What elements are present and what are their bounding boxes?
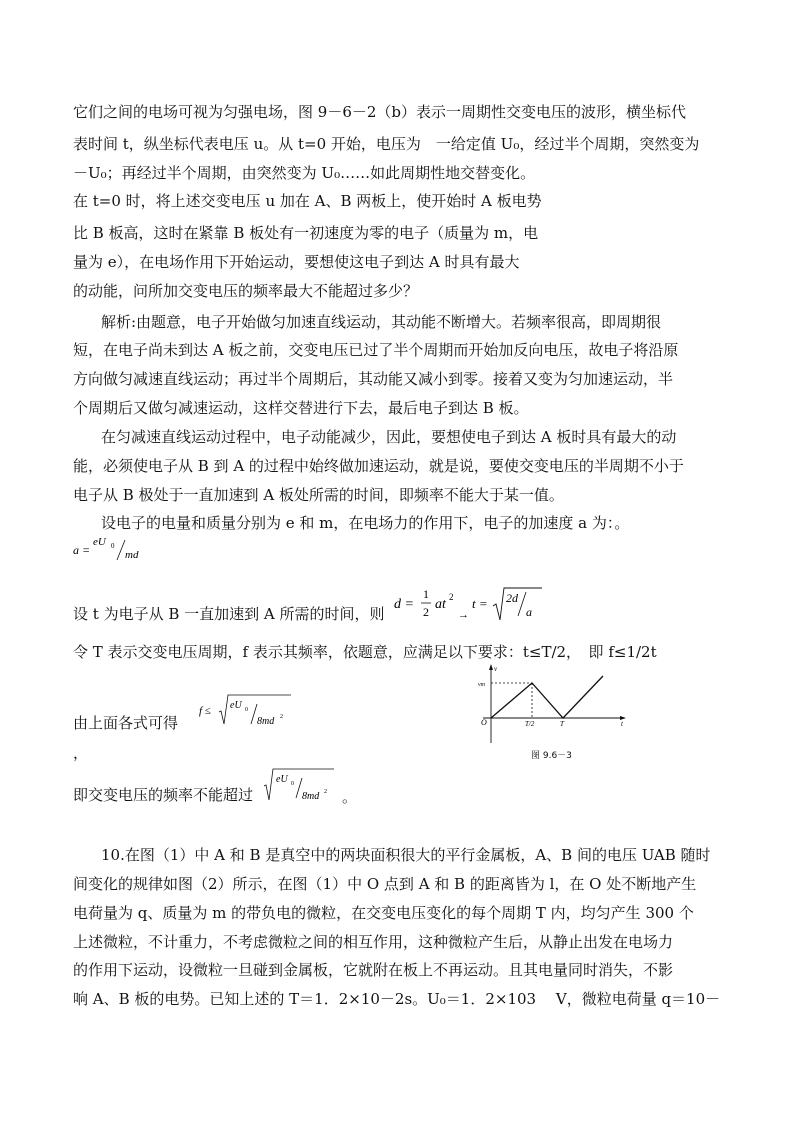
text-line: 能，必须使电子从 B 到 A 的过程中始终做加速运动，就是说，要使交变电压的半周期不小于 bbox=[73, 457, 684, 475]
text-line: 在 t=0 时，将上述交变电压 u 加在 A、B 两板上，使开始时 A 板电势 bbox=[73, 192, 542, 210]
formula-subscript: 0 bbox=[111, 542, 115, 550]
formula-superscript: 2 bbox=[324, 789, 327, 795]
formula-subscript: 0 bbox=[245, 707, 248, 713]
formula-denominator: md bbox=[125, 549, 139, 561]
text-line: ， bbox=[73, 744, 89, 762]
text-line: 量为 e），在电场作用下开始运动，要想使这电子到达 A 时具有最大 bbox=[73, 253, 520, 271]
text-line: 设电子的电量和质量分别为 e 和 m，在电场力的作用下，电子的加速度 a 为：。 bbox=[101, 514, 630, 532]
text-line: 10.在图（1）中 A 和 B 是真空中的两块面积很大的平行金属板，A、B 间的电压 UAB 随时 bbox=[101, 846, 711, 864]
arrow-icon: → bbox=[458, 609, 469, 621]
text-line: 表时间 t，纵坐标代表电压 u。从 t=0 开始，电压为 一给定值 U₀，经过半个周期，突然变为 bbox=[73, 135, 700, 153]
formula-denominator-t: a bbox=[526, 605, 532, 619]
time-formula bbox=[392, 580, 542, 628]
text-line: 间变化的规律如图（2）所示，在图（1）中 O 点到 A 和 B 的距离皆为 l，在 O 处不断地产生 bbox=[73, 875, 697, 893]
text-line: 设 t 为电子从 B 一直加速到 A 所需的时间，则 bbox=[73, 605, 385, 623]
formula-lhs-t: t = bbox=[472, 596, 488, 611]
frequency-limit-formula bbox=[262, 764, 342, 806]
text-line: 由上面各式可得 bbox=[73, 714, 179, 732]
formula-denominator: 8md bbox=[302, 791, 320, 802]
y-axis-label: v bbox=[494, 665, 498, 673]
text-line: 解析:由题意，电子开始做匀加速直线运动，其动能不断增大。若频率很高，即周期很 bbox=[101, 313, 662, 331]
figure-caption: 图 9.6－3 bbox=[531, 751, 572, 761]
formula-numerator: eU bbox=[93, 536, 106, 548]
text-line: 方向做匀减速直线运动；再过半个周期后，其动能又减小到零。接着又变为匀加速运动，半 bbox=[73, 370, 674, 388]
formula-numerator: 1 bbox=[423, 587, 429, 601]
formula-lhs: a = bbox=[73, 543, 91, 557]
text-line: 。 bbox=[342, 788, 358, 806]
frequency-formula bbox=[197, 690, 297, 732]
text-line: 比 B 板高，这时在紧靠 B 板处有一初速度为零的电子（质量为 m，电 bbox=[73, 224, 539, 242]
formula-denominator: 2 bbox=[423, 605, 429, 619]
text-line: 响 A、B 板的电势。已知上述的 T＝1．2×10－2s。U₀＝1．2×103 V，微粒电荷量 q＝10－ bbox=[73, 990, 721, 1008]
formula-rhs: at bbox=[435, 597, 446, 612]
formula-numerator: eU bbox=[230, 700, 242, 711]
formula-lhs: d = bbox=[394, 597, 414, 612]
acceleration-formula bbox=[73, 534, 163, 566]
text-line: 上述微粒，不计重力，不考虑微粒之间的相互作用，这种微粒产生后，从静止出发在电场力 bbox=[73, 933, 674, 951]
text-line: 电荷量为 q、质量为 m 的带负电的微粒，在交变电压变化的每个周期 T 内，均匀产生 300 个 bbox=[73, 904, 694, 922]
text-line: 即交变电压的频率不能超过 bbox=[73, 786, 254, 804]
velocity-time-graph bbox=[475, 661, 635, 761]
x-axis-label: t bbox=[621, 720, 623, 728]
formula-subscript: 0 bbox=[291, 781, 294, 787]
text-line: 令 T 表示交变电压周期，f 表示其频率，依题意，应满足以下要求：t≤T/2， 即 f≤1/2t bbox=[73, 643, 657, 661]
text-line: 在匀减速直线运动过程中，电子动能减少，因此，要想使电子到达 A 板时具有最大的动 bbox=[101, 428, 677, 446]
vm-label: vm bbox=[478, 682, 485, 688]
formula-numerator: eU bbox=[276, 774, 288, 785]
half-period-label: T/2 bbox=[525, 720, 535, 728]
period-label: T bbox=[560, 720, 564, 728]
formula-superscript: 2 bbox=[449, 592, 454, 602]
text-line: 的动能，问所加交变电压的频率最大不能超过多少？ bbox=[73, 282, 419, 300]
text-line: 短，在电子尚未到达 A 板之前，交变电压已过了半个周期而开始加反向电压，故电子将沿原 bbox=[73, 341, 679, 359]
formula-superscript: 2 bbox=[280, 714, 283, 720]
text-line: 个周期后又做匀减速运动，这样交替进行下去，最后电子到达 B 板。 bbox=[73, 399, 529, 417]
formula-numerator-t: 2d bbox=[506, 591, 518, 605]
text-line: 的作用下运动，设微粒一旦碰到金属板，它就附在板上不再运动。且其电量同时消失，不影 bbox=[73, 961, 674, 979]
text-line: 电子从 B 极处于一直加速到 A 板处所需的时间，即频率不能大于某一值。 bbox=[73, 486, 564, 504]
text-line: －U₀；再经过半个周期，由突然变为 U₀……如此周期性地交替变化。 bbox=[73, 164, 536, 182]
formula-denominator: 8md bbox=[257, 716, 275, 727]
formula-lhs: f ≤ bbox=[199, 705, 211, 717]
text-line: 它们之间的电场可视为匀强电场，图 9－6－2（b）表示一周期性交变电压的波形，横坐标代 bbox=[73, 103, 687, 121]
origin-label: O bbox=[481, 718, 487, 727]
